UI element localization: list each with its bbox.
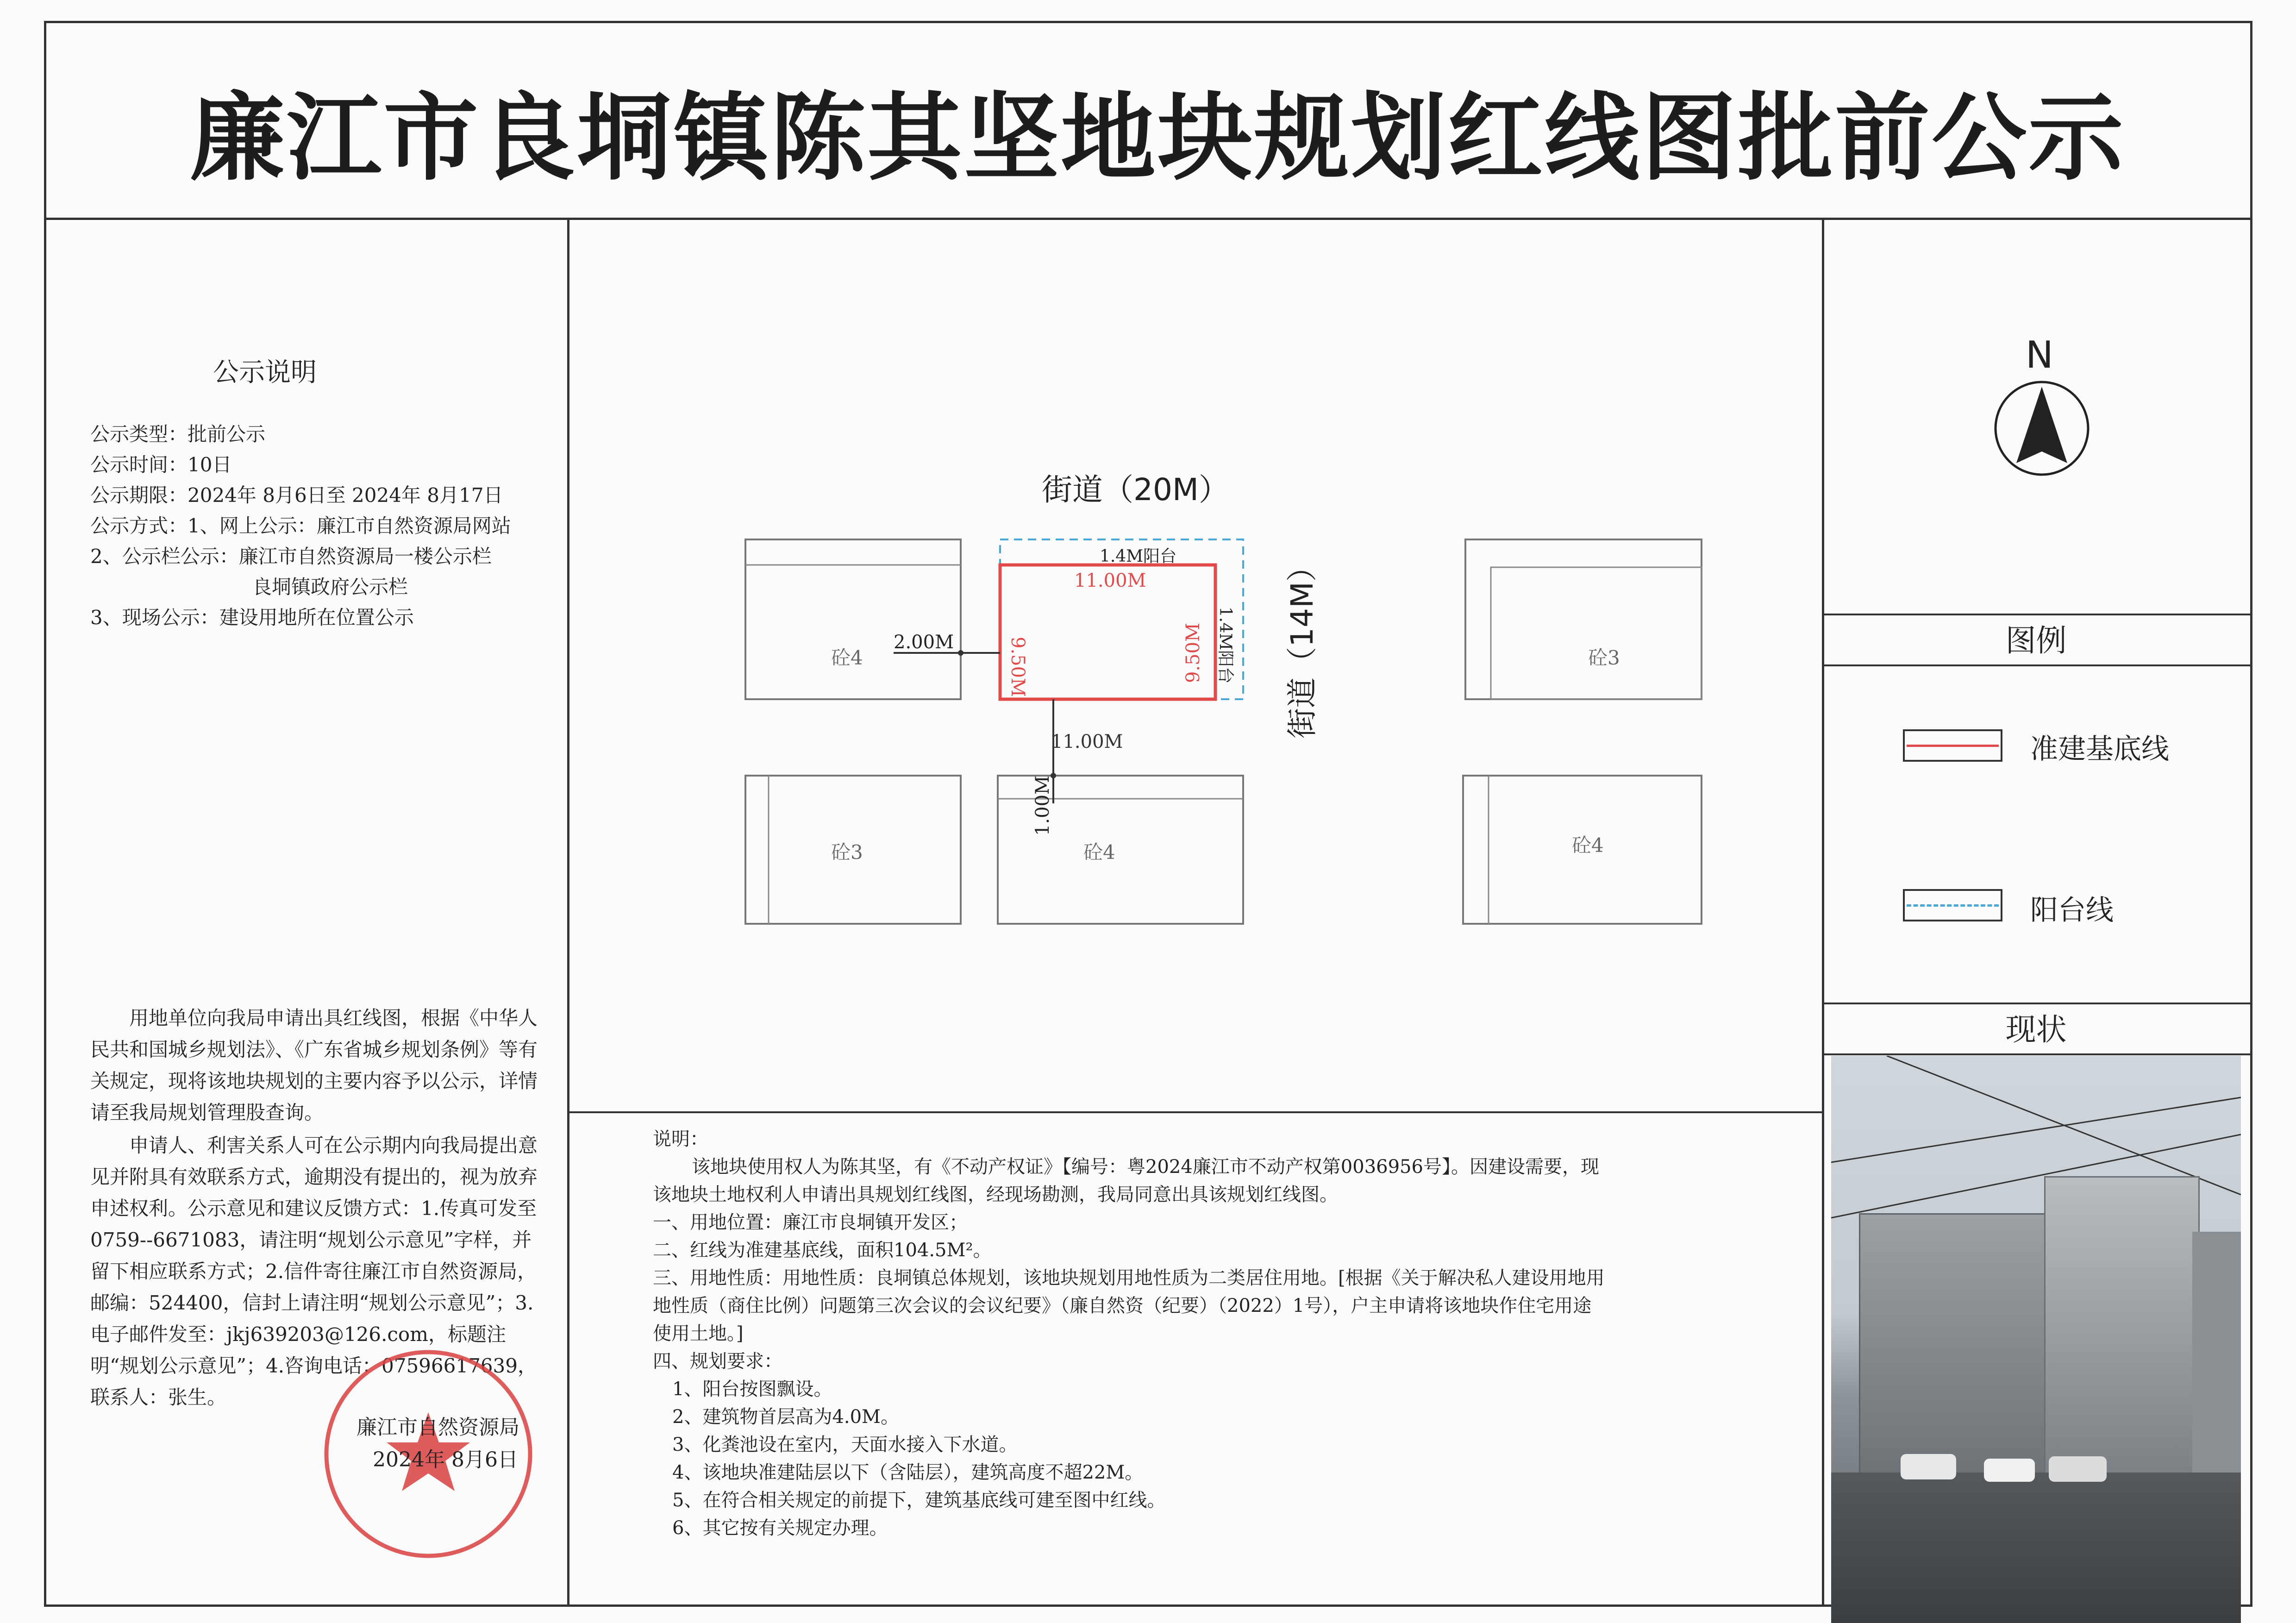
legend-label: 准建基底线 — [2030, 733, 2169, 765]
car — [1901, 1454, 1956, 1479]
requirement: 2、建筑物首层高为4.0M。 — [672, 1406, 900, 1428]
car — [2049, 1456, 2107, 1482]
sign-date: 2024年 8月6日 — [373, 1448, 518, 1472]
building-left — [1859, 1213, 2056, 1475]
notice-line: 2、公示栏公示：廉江市自然资源局一楼公示栏 — [90, 545, 492, 568]
building-right — [2044, 1176, 2200, 1475]
notice-line: 公示类型：批前公示 — [90, 423, 266, 445]
site-photo — [1831, 1056, 2241, 1623]
requirement: 6、其它按有关规定办理。 — [672, 1517, 888, 1539]
description-item: 四、规划要求： — [653, 1351, 782, 1372]
road-top-label: 街道（20M） — [1042, 472, 1229, 508]
requirement: 3、化粪池设在室内，天面水接入下水道。 — [672, 1434, 1018, 1455]
legend-dashed-line — [1907, 904, 1999, 907]
balcony-top-label: 1.4M阳台 — [1100, 547, 1177, 566]
building-far — [2192, 1232, 2241, 1473]
legend-swatch-balcony-line — [1903, 889, 2002, 921]
notice-heading: 公示说明 — [213, 357, 317, 388]
requirement: 1、阳台按图飘设。 — [672, 1379, 832, 1400]
lot-top-left — [745, 539, 961, 699]
compass-label: N — [2026, 333, 2053, 376]
notice-lines — [90, 419, 511, 633]
legend-top-rule — [1823, 614, 2252, 615]
legend-red-line — [1907, 745, 1999, 747]
road — [1831, 1473, 2241, 1623]
offset-left-label: 2.00M — [894, 632, 954, 653]
right-column-divider — [1822, 218, 1824, 1607]
car — [1984, 1459, 2035, 1482]
description-item: 二、红线为准建基底线，面积104.5M²。 — [653, 1240, 992, 1261]
lot-label: 砼4 — [1083, 841, 1115, 864]
lot-label: 砼4 — [831, 646, 863, 669]
legend-swatch-base-line — [1903, 729, 2002, 762]
notice-line: 良垌镇政府公示栏 — [252, 576, 408, 598]
status-heading: 现状 — [2005, 1012, 2067, 1047]
description-item: 一、用地位置：廉江市良垌镇开发区； — [653, 1212, 968, 1233]
legend-heading: 图例 — [2005, 623, 2067, 658]
dim-left-label: 9.50M — [1007, 637, 1028, 697]
status-bottom-rule — [1823, 1053, 2252, 1055]
middle-divider — [567, 1111, 1823, 1113]
notice-paragraph-2: 申请人、利害关系人可在公示期内向我局提出意见并附具有效联系方式，逾期没有提出的，视为放弃申述权利。公示意见和建议反馈方式：1.传真可发至0759--6671083，请注明“规划公示意见”字样，并留下相应联系方式；2.信件寄往廉江市自然资源局，邮编：524400，信封上请注明“规划公示意见”；3.电子邮件发至：jkj639203@126.com，标题注明“规划公示意见”；4.咨询电话：07596617639，联系人：张生。 — [90, 1134, 538, 1409]
legend-label: 阳台线 — [2030, 894, 2114, 927]
requirement: 5、在符合相关规定的前提下，建筑基底线可建至图中红线。 — [672, 1490, 1166, 1511]
page-title: 廉江市良垌镇陈其坚地块规划红线图批前公示 — [190, 83, 2125, 194]
lot-label: 砼3 — [831, 841, 863, 864]
road-right-label: 街道（14M） — [1284, 551, 1320, 739]
description — [653, 1125, 1607, 1542]
compass-arrow — [2016, 387, 2067, 463]
notice-line: 公示时间：10日 — [90, 453, 232, 476]
dim-right-label: 9.50M — [1182, 622, 1204, 683]
legend-bottom-rule — [1823, 664, 2252, 666]
notice-line: 公示方式：1、网上公示：廉江市自然资源局网站 — [90, 514, 511, 537]
dim-top-label: 11.00M — [1074, 570, 1146, 591]
description-intro: 该地块使用权人为陈其坚，有《不动产权证》【编号：粤2024廉江市不动产权第0036956号】。因建设需要，现该地块土地权利人申请出具规划红线图，经现场勘测，我局同意出具该规划红线图。 — [653, 1156, 1599, 1205]
description-item: 三、用地性质：用地性质：良垌镇总体规划，该地块规划用地性质为二类居住用地。[根据《关于解决私人建设用地用地性质（商住比例）问题第三次会议的会议纪要》（廉自然资（纪要）（2022）1号），户主申请将该地块作住宅用途使用土地。] — [653, 1267, 1605, 1344]
lot-label: 砼4 — [1572, 834, 1604, 857]
description-heading: 说明： — [653, 1128, 708, 1150]
requirement: 4、该地块准建陆层以下（含陆层），建筑高度不超22M。 — [672, 1462, 1144, 1483]
notice-line: 公示期限：2024年 8月6日至 2024年 8月17日 — [90, 484, 503, 507]
site-plan — [569, 220, 1822, 1111]
north-arrow-icon — [1991, 377, 2093, 479]
lot-top-right — [1465, 539, 1702, 699]
notice-paragraph-1: 用地单位向我局申请出具红线图，根据《中华人民共和国城乡规划法》、《广东省城乡规划条例》等有关规定，现将该地块规划的主要内容予以公示，详情请至我局规划管理股查询。 — [90, 1007, 538, 1124]
dim-bottom-label: 11.00M — [1051, 731, 1123, 752]
status-top-rule — [1823, 1003, 2252, 1004]
lot-label: 砼3 — [1588, 646, 1620, 669]
lot-top-right-inner — [1491, 567, 1702, 699]
signer: 廉江市自然资源局 — [357, 1416, 519, 1439]
balcony-right-label: 1.4M阳台 — [1216, 607, 1235, 684]
notice-line: 3、现场公示：建设用地所在位置公示 — [90, 606, 414, 629]
offset-left-dot — [958, 650, 963, 656]
offset-bottom-label: 1.00M — [1032, 775, 1053, 836]
